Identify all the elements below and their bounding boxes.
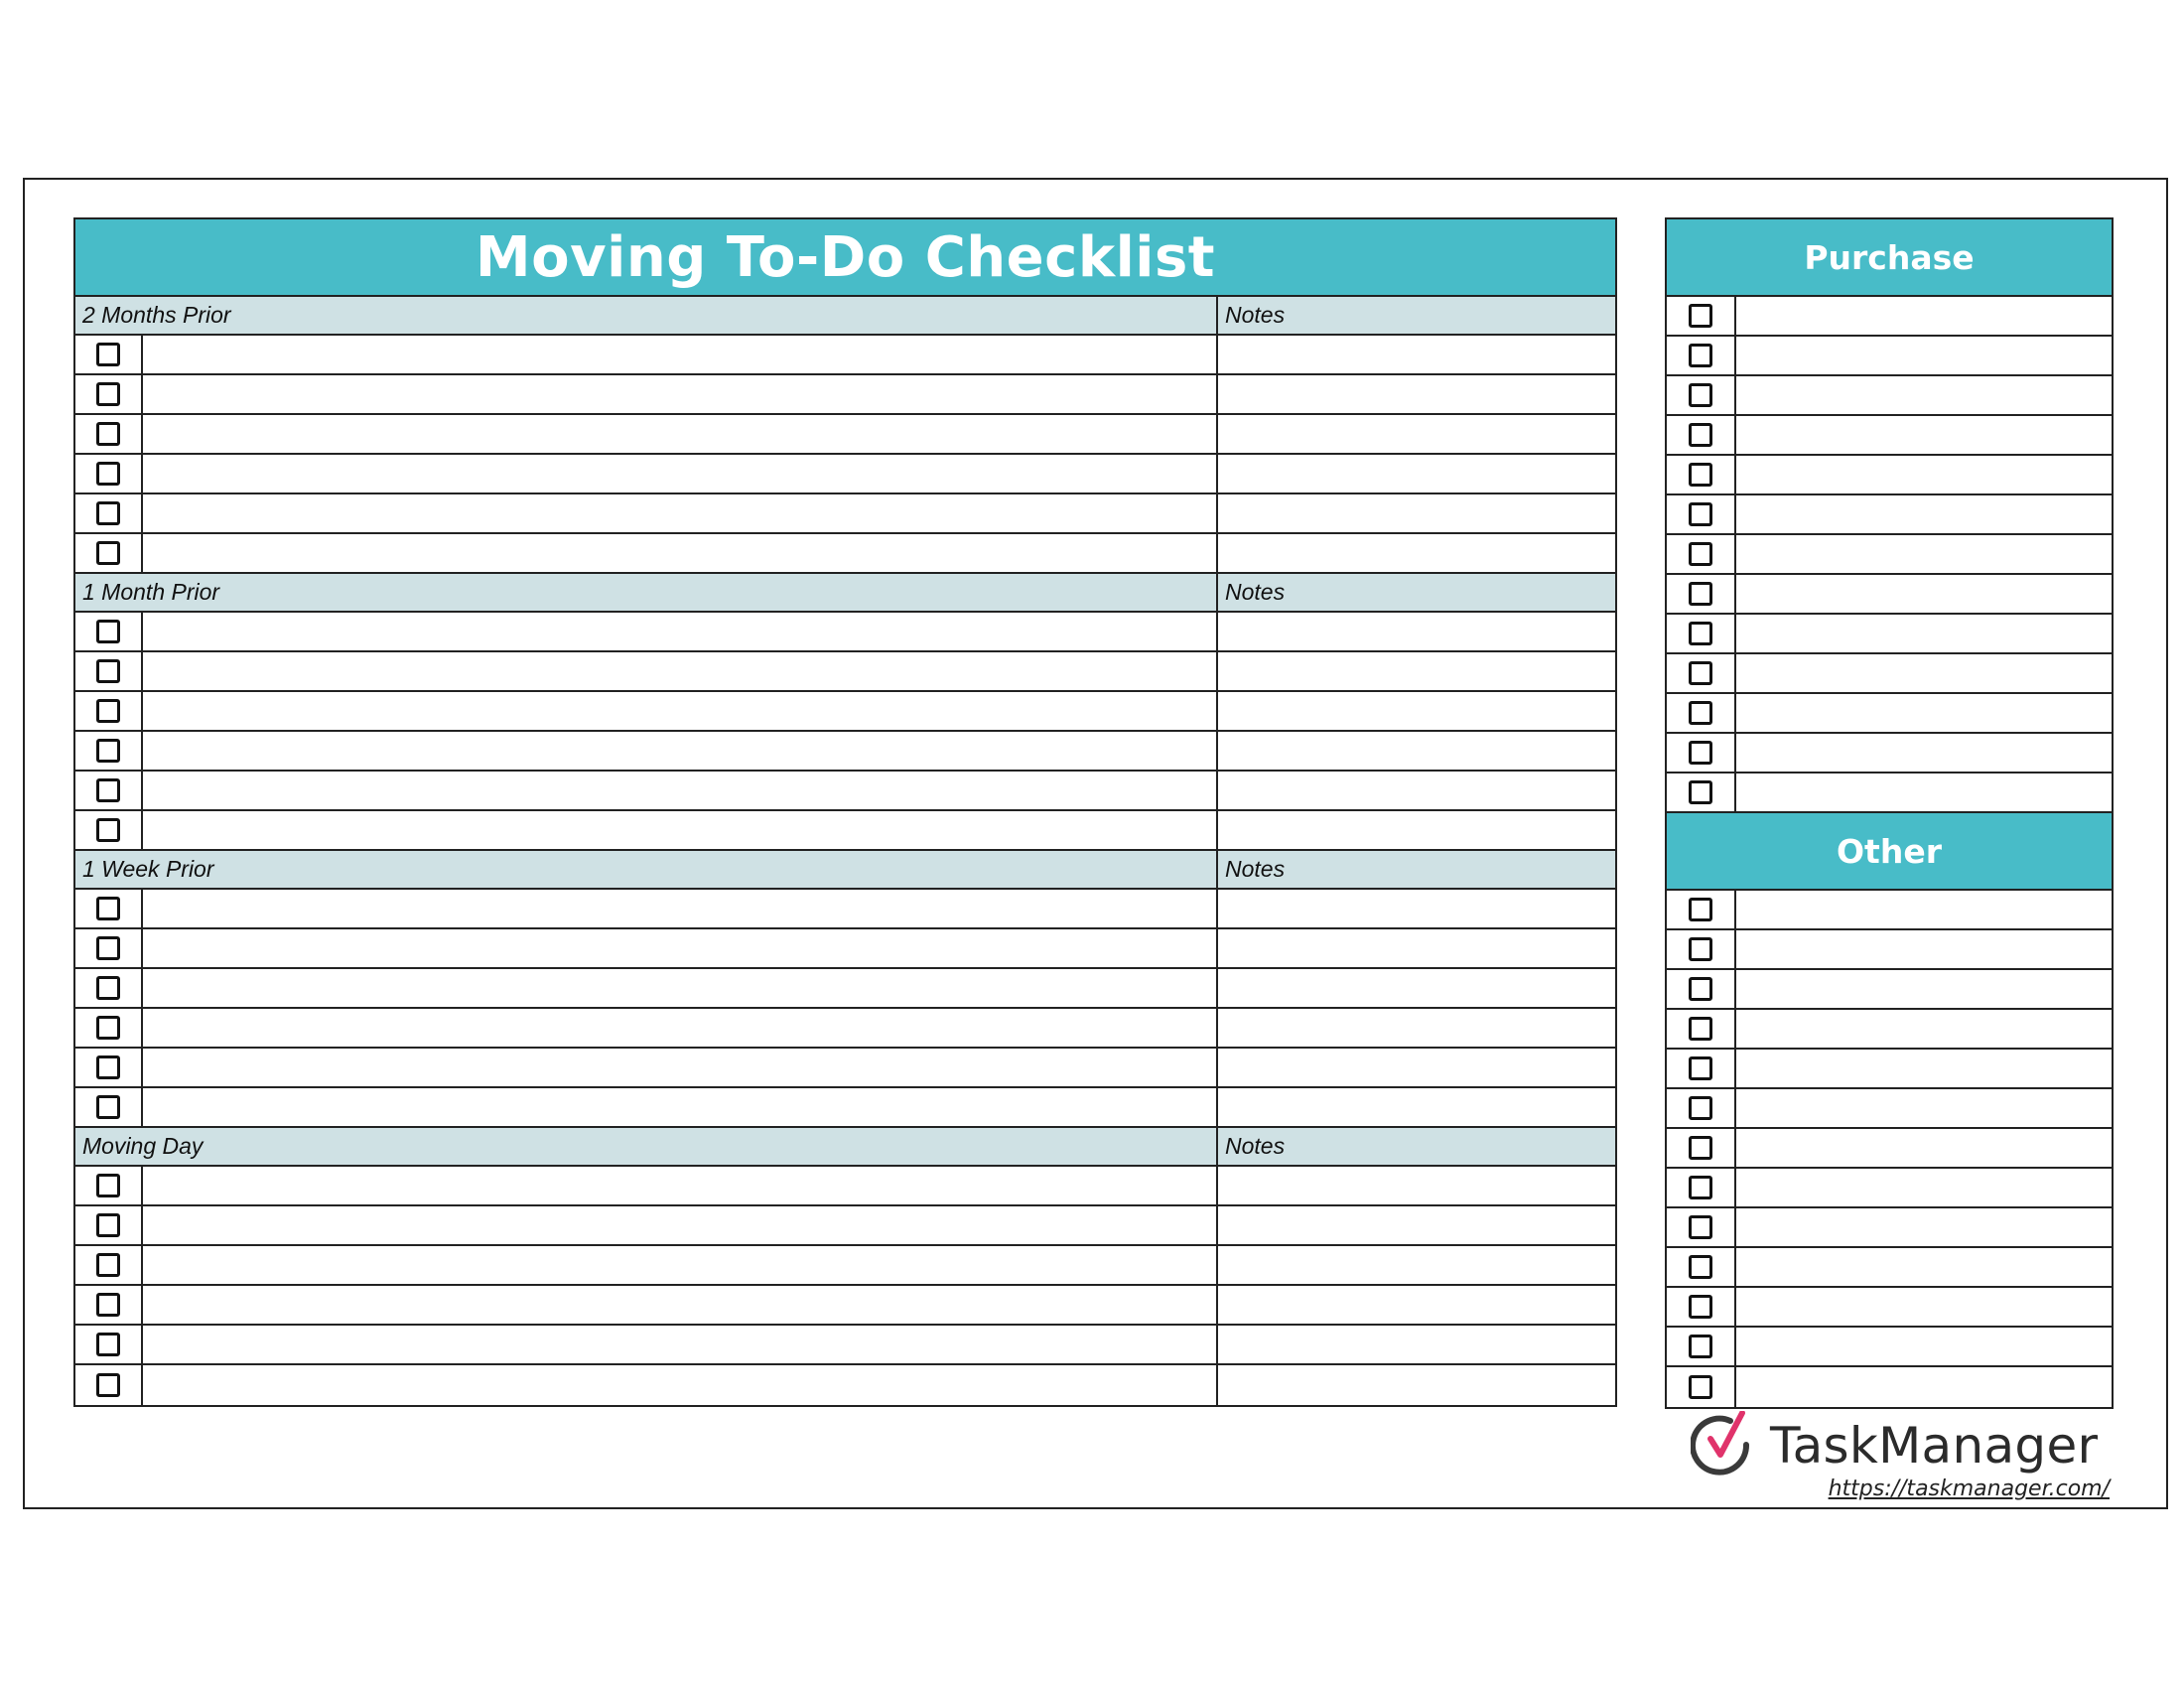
checkbox[interactable] [1689,1215,1712,1239]
checkbox[interactable] [96,462,120,486]
purchase-item-field[interactable] [1736,774,2112,811]
purchase-row [1667,774,2112,813]
checkbox[interactable] [1689,1335,1712,1358]
other-row [1667,1248,2112,1288]
check-circle-icon [1691,1411,1754,1482]
checkbox-cell [75,772,143,809]
checkbox[interactable] [1689,502,1712,526]
task-field[interactable] [143,1206,1218,1244]
other-rows [1667,891,2112,1407]
task-field[interactable] [143,1009,1218,1047]
checkbox-cell [75,1009,143,1047]
checkbox-cell [1667,337,1736,374]
notes-field[interactable] [1218,652,1615,690]
purchase-item-field[interactable] [1736,535,2112,573]
checklist-row [75,613,1615,652]
section-label: 1 Week Prior [75,851,1218,888]
purchase-title-bar [1667,219,2112,297]
task-field[interactable] [143,929,1218,967]
notes-field[interactable] [1218,969,1615,1007]
checklist-row [75,1365,1615,1405]
checkbox[interactable] [1689,1255,1712,1279]
checkbox-cell [1667,930,1736,968]
checkbox[interactable] [96,343,120,366]
checkbox[interactable] [1689,1176,1712,1199]
checkbox-cell [75,455,143,492]
notes-label: Notes [1225,302,1286,328]
other-row [1667,1328,2112,1367]
task-field[interactable] [143,1049,1218,1086]
checkbox[interactable] [96,659,120,683]
checkbox-cell [75,1167,143,1204]
section-header [75,297,1615,336]
checkbox-cell [1667,891,1736,928]
moving-checklist-table [73,217,1617,1407]
task-field[interactable] [143,455,1218,492]
checkbox[interactable] [96,501,120,525]
section-label: 2 Months Prior [75,297,1218,334]
checkbox[interactable] [96,1174,120,1197]
checklist-row [75,1246,1615,1286]
checkbox-cell [1667,1050,1736,1087]
checkbox[interactable] [96,541,120,565]
checkbox[interactable] [96,1213,120,1237]
other-item-field[interactable] [1736,1050,2112,1087]
purchase-item-field[interactable] [1736,297,2112,335]
checkbox-cell [75,929,143,967]
checkbox[interactable] [1689,423,1712,447]
other-item-field[interactable] [1736,1288,2112,1326]
checkbox[interactable] [96,1095,120,1119]
checkbox-cell [1667,376,1736,414]
checklist-row [75,494,1615,534]
checkbox[interactable] [1689,898,1712,921]
purchase-title: Purchase [1804,237,1975,277]
notes-field[interactable] [1218,494,1615,532]
checkbox[interactable] [1689,463,1712,487]
checkbox[interactable] [1689,701,1712,725]
checkbox[interactable] [1689,582,1712,606]
purchase-item-field[interactable] [1736,694,2112,732]
checklist-row [75,375,1615,415]
checkbox-cell [75,1326,143,1363]
checklist-row [75,534,1615,574]
task-field[interactable] [143,1326,1218,1363]
purchase-row [1667,376,2112,416]
purchase-rows [1667,297,2112,813]
checklist-title-bar [75,219,1615,297]
checkbox[interactable] [1689,661,1712,685]
checkbox-cell [75,1246,143,1284]
checkbox[interactable] [1689,1096,1712,1120]
notes-field[interactable] [1218,811,1615,849]
checkbox[interactable] [96,936,120,960]
checklist-row [75,1206,1615,1246]
checklist-sections [75,297,1615,1405]
task-field[interactable] [143,890,1218,927]
purchase-row [1667,615,2112,654]
task-field[interactable] [143,1246,1218,1284]
checkbox[interactable] [1689,1375,1712,1399]
checkbox-cell [1667,1089,1736,1127]
checkbox[interactable] [96,620,120,643]
purchase-item-field[interactable] [1736,376,2112,414]
notes-field[interactable] [1218,1049,1615,1086]
checkbox-cell [75,613,143,650]
other-row [1667,1208,2112,1248]
other-item-field[interactable] [1736,1248,2112,1286]
checkbox[interactable] [1689,977,1712,1001]
checkbox[interactable] [1689,344,1712,367]
other-row [1667,1050,2112,1089]
task-field[interactable] [143,652,1218,690]
checkbox-cell [75,811,143,849]
checkbox-cell [75,375,143,413]
checkbox-cell [75,890,143,927]
other-row [1667,891,2112,930]
task-field[interactable] [143,375,1218,413]
task-field[interactable] [143,1088,1218,1126]
checkbox-cell [75,692,143,730]
other-item-field[interactable] [1736,1010,2112,1048]
checkbox-cell [1667,1010,1736,1048]
notes-field[interactable] [1218,1365,1615,1405]
purchase-item-field[interactable] [1736,734,2112,772]
section-label: Moving Day [75,1128,1218,1165]
checklist-row [75,890,1615,929]
checkbox[interactable] [96,1373,120,1397]
checkbox-cell [75,494,143,532]
task-field[interactable] [143,336,1218,373]
checklist-title: Moving To-Do Checklist [475,224,1216,290]
checkbox-cell [75,1088,143,1126]
checkbox-cell [1667,1169,1736,1206]
checklist-row [75,415,1615,455]
checkbox[interactable] [96,1333,120,1356]
purchase-item-field[interactable] [1736,456,2112,493]
brand-name: TaskManager [1770,1417,2099,1475]
checkbox[interactable] [96,818,120,842]
checkbox[interactable] [1689,1017,1712,1041]
checklist-row [75,1326,1615,1365]
checkbox[interactable] [96,778,120,802]
notes-field[interactable] [1218,1009,1615,1047]
notes-field[interactable] [1218,732,1615,770]
checkbox[interactable] [1689,937,1712,961]
section-label: 1 Month Prior [75,574,1218,611]
checklist-row [75,1009,1615,1049]
other-row [1667,930,2112,970]
other-item-field[interactable] [1736,1129,2112,1167]
checkbox-cell [1667,1328,1736,1365]
checkbox[interactable] [1689,741,1712,765]
checkbox-cell [75,1049,143,1086]
checkbox[interactable] [1689,542,1712,566]
checkbox-cell [75,415,143,453]
purchase-item-field[interactable] [1736,575,2112,613]
task-field[interactable] [143,692,1218,730]
section-header [75,574,1615,613]
checkbox-cell [1667,1367,1736,1407]
checkbox[interactable] [96,976,120,1000]
checkbox-cell [1667,654,1736,692]
checklist-row [75,1088,1615,1128]
section-header [75,851,1615,890]
purchase-row [1667,337,2112,376]
checkbox-cell [1667,1208,1736,1246]
checkbox-cell [1667,1129,1736,1167]
checkbox[interactable] [96,699,120,723]
checkbox[interactable] [1689,622,1712,645]
other-item-field[interactable] [1736,1328,2112,1365]
checklist-row [75,811,1615,851]
checklist-row [75,336,1615,375]
other-title-bar [1667,813,2112,891]
checklist-row [75,732,1615,772]
checkbox[interactable] [96,382,120,406]
other-row [1667,970,2112,1010]
checkbox[interactable] [96,897,120,920]
checkbox[interactable] [96,1055,120,1079]
checkbox[interactable] [1689,780,1712,804]
purchase-row [1667,495,2112,535]
checkbox[interactable] [1689,304,1712,328]
purchase-item-field[interactable] [1736,416,2112,454]
other-row [1667,1288,2112,1328]
notes-field[interactable] [1218,1206,1615,1244]
notes-field[interactable] [1218,375,1615,413]
checkbox-cell [1667,694,1736,732]
other-item-field[interactable] [1736,1208,2112,1246]
other-item-field[interactable] [1736,1367,2112,1407]
task-field[interactable] [143,772,1218,809]
notes-field[interactable] [1218,1326,1615,1363]
purchase-item-field[interactable] [1736,495,2112,533]
checkbox[interactable] [1689,383,1712,407]
notes-field[interactable] [1218,534,1615,572]
other-row [1667,1169,2112,1208]
checkbox-cell [75,652,143,690]
checkbox-cell [1667,535,1736,573]
checklist-row [75,455,1615,494]
other-item-field[interactable] [1736,930,2112,968]
other-row [1667,1129,2112,1169]
checklist-row [75,1049,1615,1088]
checkbox-cell [75,336,143,373]
side-table [1665,217,2114,1409]
checkbox-cell [1667,416,1736,454]
checkbox-cell [1667,1288,1736,1326]
purchase-item-field[interactable] [1736,337,2112,374]
checkbox[interactable] [1689,1295,1712,1319]
task-field[interactable] [143,494,1218,532]
purchase-section [1667,219,2112,813]
checkbox-cell [1667,774,1736,811]
checkbox-cell [75,1365,143,1405]
checkbox-cell [1667,575,1736,613]
other-row [1667,1089,2112,1129]
other-item-field[interactable] [1736,891,2112,928]
checkbox-cell [75,1286,143,1324]
other-section [1667,813,2112,1407]
other-item-field[interactable] [1736,1169,2112,1206]
checkbox-cell [1667,615,1736,652]
notes-field[interactable] [1218,336,1615,373]
purchase-row [1667,297,2112,337]
task-field[interactable] [143,811,1218,849]
purchase-item-field[interactable] [1736,654,2112,692]
checkbox[interactable] [96,1016,120,1040]
checklist-row [75,692,1615,732]
checklist-row [75,1286,1615,1326]
brand-url-link[interactable]: https://taskmanager.com/ [1828,1477,2110,1501]
checkbox-cell [75,969,143,1007]
notes-field[interactable] [1218,1167,1615,1204]
checklist-row [75,1167,1615,1206]
notes-field[interactable] [1218,1246,1615,1284]
task-field[interactable] [143,613,1218,650]
checkbox[interactable] [1689,1056,1712,1080]
task-field[interactable] [143,415,1218,453]
task-field[interactable] [143,969,1218,1007]
checkbox-cell [75,1206,143,1244]
notes-field[interactable] [1218,415,1615,453]
notes-label: Notes [1225,579,1286,605]
purchase-row [1667,535,2112,575]
checkbox-cell [1667,734,1736,772]
notes-field[interactable] [1218,929,1615,967]
other-item-field[interactable] [1736,1089,2112,1127]
checklist-row [75,929,1615,969]
checkbox[interactable] [96,1293,120,1317]
checkbox-cell [75,732,143,770]
purchase-row [1667,654,2112,694]
checklist-row [75,772,1615,811]
purchase-item-field[interactable] [1736,615,2112,652]
checkbox-cell [75,534,143,572]
other-item-field[interactable] [1736,970,2112,1008]
notes-field[interactable] [1218,455,1615,492]
notes-field[interactable] [1218,890,1615,927]
checkbox-cell [1667,456,1736,493]
purchase-row [1667,734,2112,774]
task-field[interactable] [143,534,1218,572]
notes-field[interactable] [1218,1088,1615,1126]
notes-field[interactable] [1218,772,1615,809]
notes-field[interactable] [1218,1286,1615,1324]
checkbox[interactable] [96,422,120,446]
checkbox[interactable] [96,1253,120,1277]
checkbox-cell [1667,970,1736,1008]
checklist-row [75,969,1615,1009]
checkbox-cell [1667,1248,1736,1286]
notes-field[interactable] [1218,613,1615,650]
task-field[interactable] [143,1167,1218,1204]
checkbox-cell [1667,495,1736,533]
task-field[interactable] [143,1365,1218,1405]
checkbox[interactable] [1689,1136,1712,1160]
notes-field[interactable] [1218,692,1615,730]
task-field[interactable] [143,732,1218,770]
checklist-row [75,652,1615,692]
checkbox[interactable] [96,739,120,763]
other-title: Other [1837,831,1942,871]
checkbox-cell [1667,297,1736,335]
section-header [75,1128,1615,1167]
notes-label: Notes [1225,1133,1286,1159]
taskmanager-brand [1691,1411,2117,1502]
task-field[interactable] [143,1286,1218,1324]
purchase-row [1667,575,2112,615]
purchase-row [1667,416,2112,456]
purchase-row [1667,456,2112,495]
other-row [1667,1010,2112,1050]
notes-label: Notes [1225,856,1286,882]
purchase-row [1667,694,2112,734]
other-row [1667,1367,2112,1407]
